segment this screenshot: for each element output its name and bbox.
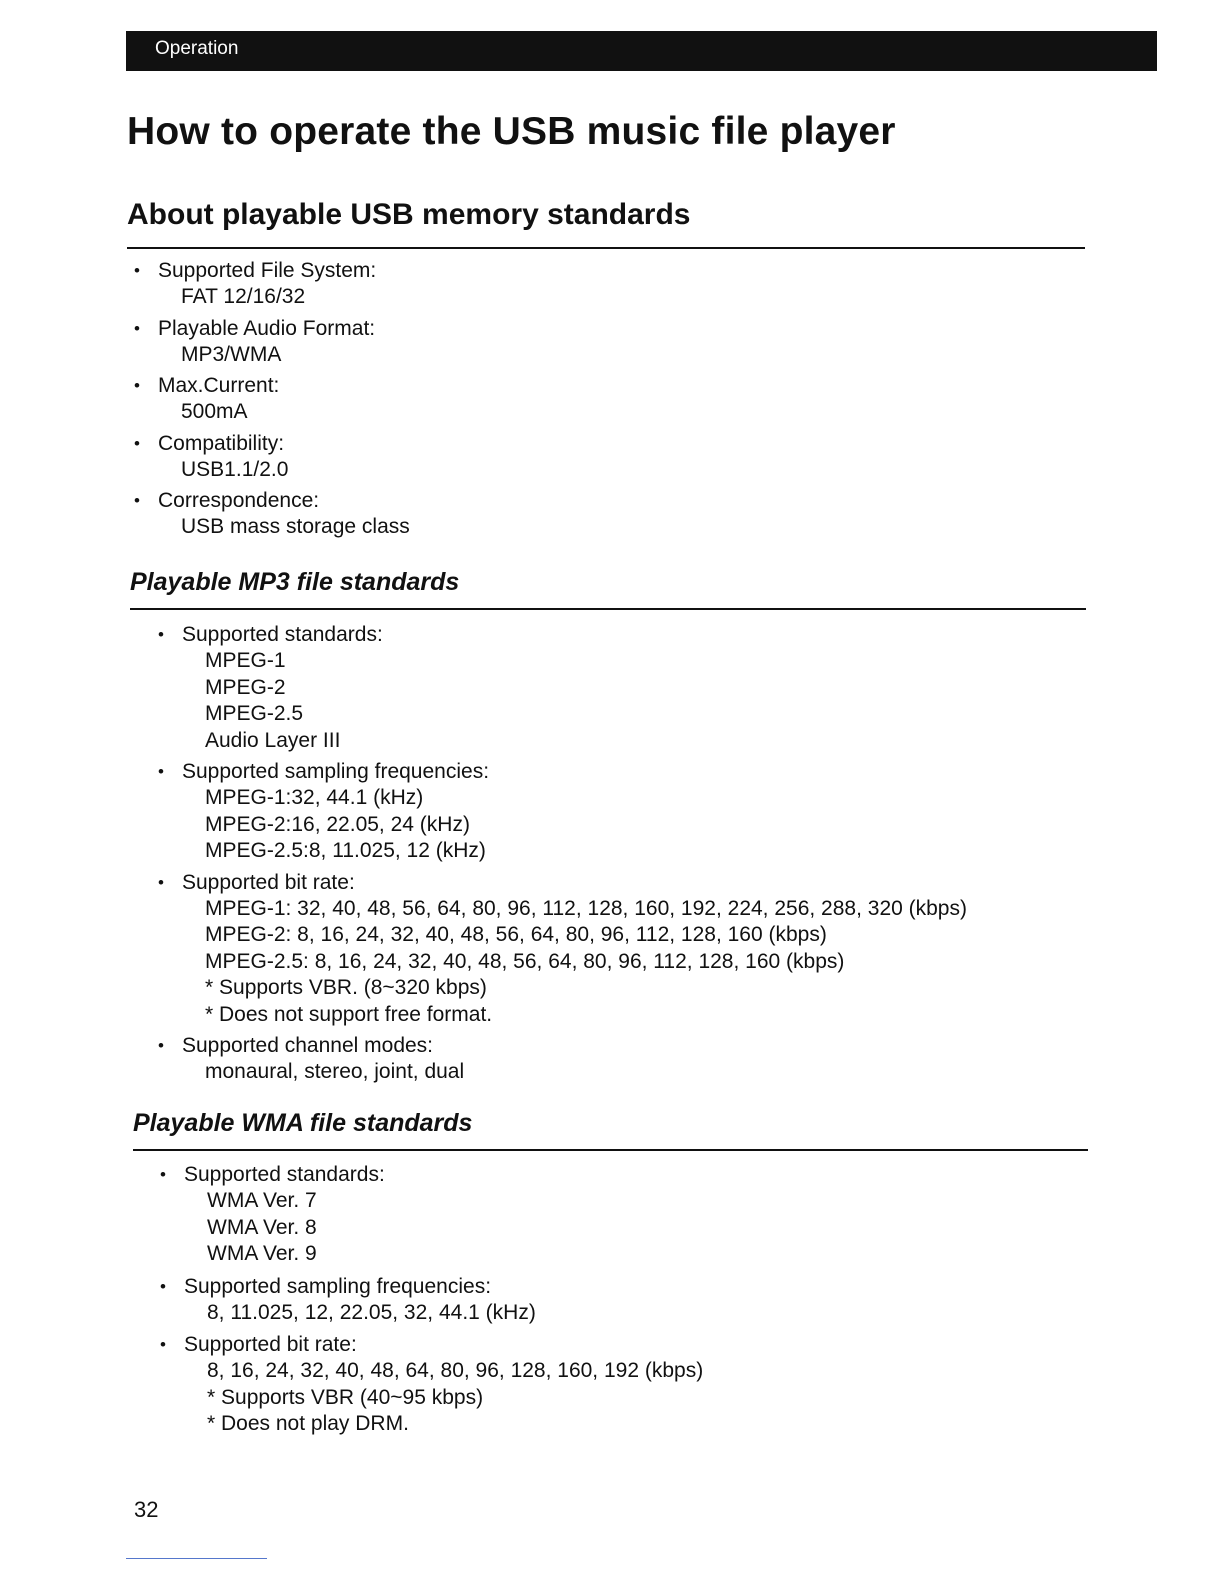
item-label: • Correspondence: <box>158 489 320 512</box>
item-value: MPEG-2.5: 8, 16, 24, 32, 40, 48, 56, 64, 80, 96, 112, 128, 160 (kbps) <box>205 949 845 973</box>
item-value: MPEG-2: 8, 16, 24, 32, 40, 48, 56, 64, 80, 96, 112, 128, 160 (kbps) <box>205 923 827 946</box>
item-value: MPEG-2.5:8, 11.025, 12 (kHz) <box>205 839 486 862</box>
usb-standards-heading: About playable USB memory standards <box>127 198 1085 249</box>
item-value: * Does not support free format. <box>205 1002 493 1026</box>
section-label: Operation <box>155 38 239 59</box>
item-label: • Supported bit rate: <box>182 870 355 894</box>
item-label: • Supported standards: <box>182 623 383 646</box>
wma-standards-list <box>160 1162 703 1444</box>
item-value: WMA Ver. 8 <box>207 1215 317 1239</box>
item-value: 8, 16, 24, 32, 40, 48, 64, 80, 96, 128, 160, 192 (kbps) <box>207 1359 704 1382</box>
list-item <box>134 431 410 484</box>
item-value: FAT 12/16/32 <box>181 285 306 308</box>
list-item <box>160 1162 703 1268</box>
item-value: MPEG-2.5 <box>205 702 304 725</box>
item-label: • Supported sampling frequencies: <box>182 760 490 783</box>
item-value: USB mass storage class <box>181 515 410 538</box>
item-value: MPEG-2 <box>205 675 286 699</box>
item-value: * Supports VBR (40~95 kbps) <box>207 1385 484 1409</box>
item-value: MPEG-1 <box>205 649 286 672</box>
item-value: WMA Ver. 9 <box>207 1242 317 1265</box>
item-label: • Playable Audio Format: <box>158 316 376 340</box>
mp3-standards-list <box>158 622 967 1091</box>
item-value: 8, 11.025, 12, 22.05, 32, 44.1 (kHz) <box>207 1300 536 1324</box>
item-label: • Max.Current: <box>158 374 280 397</box>
section-header-bar <box>126 31 1157 71</box>
page-number: 32 <box>134 1497 159 1522</box>
item-value: USB1.1/2.0 <box>181 457 289 481</box>
item-label: • Supported sampling frequencies: <box>184 1274 492 1298</box>
item-label: • Supported channel modes: <box>182 1034 434 1057</box>
list-item <box>134 258 410 311</box>
list-item <box>158 622 967 754</box>
list-item <box>158 759 967 865</box>
item-value: WMA Ver. 7 <box>207 1189 317 1212</box>
item-label: • Supported bit rate: <box>184 1333 357 1356</box>
item-value: MPEG-1: 32, 40, 48, 56, 64, 80, 96, 112, 128, 160, 192, 224, 256, 288, 320 (kbps) <box>205 896 967 920</box>
item-value: MP3/WMA <box>181 342 282 366</box>
list-item <box>158 870 967 1029</box>
usb-standards-list <box>134 258 410 546</box>
item-label: • Supported standards: <box>184 1163 385 1186</box>
item-value: Audio Layer III <box>205 728 341 752</box>
mp3-standards-heading: Playable MP3 file standards <box>130 568 1086 610</box>
item-value: 500mA <box>181 400 248 423</box>
item-label: • Compatibility: <box>158 431 285 455</box>
item-value: * Supports VBR. (8~320 kbps) <box>205 976 487 999</box>
list-item <box>160 1332 703 1438</box>
wma-standards-heading: Playable WMA file standards <box>133 1109 1088 1151</box>
list-item <box>158 1033 967 1086</box>
page-title: How to operate the USB music file player <box>127 110 896 153</box>
list-item <box>160 1274 703 1327</box>
item-label: • Supported File System: <box>158 259 377 282</box>
item-value: MPEG-1:32, 44.1 (kHz) <box>205 786 424 809</box>
list-item <box>134 373 410 426</box>
list-item <box>134 488 410 541</box>
item-value: * Does not play DRM. <box>207 1412 409 1435</box>
list-item <box>134 316 410 369</box>
footer-divider <box>126 1558 267 1559</box>
item-value: MPEG-2:16, 22.05, 24 (kHz) <box>205 812 470 836</box>
item-value: monaural, stereo, joint, dual <box>205 1060 465 1083</box>
